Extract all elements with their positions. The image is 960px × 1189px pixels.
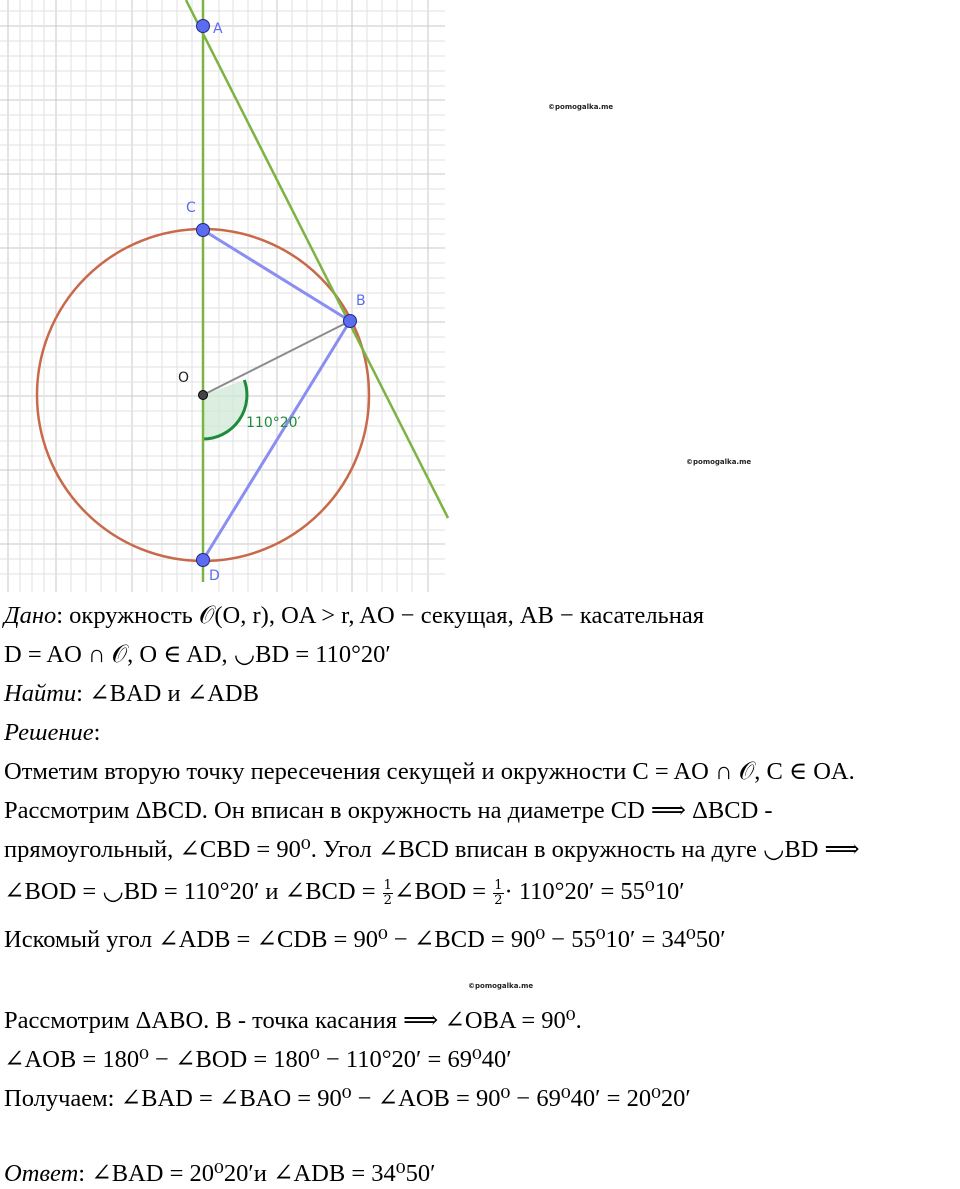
answer-label: Ответ [4, 1160, 79, 1187]
fraction-denominator: 2 [383, 892, 392, 908]
fraction [383, 879, 393, 908]
geometry-figure [0, 0, 450, 600]
angle-label: 110°20′ [246, 415, 301, 431]
solution-step-4 [4, 877, 685, 908]
solution-step-3 [4, 835, 860, 865]
fraction-denominator: 2 [494, 892, 503, 908]
find-line [4, 679, 259, 709]
label-b: B [356, 293, 366, 309]
solution-line [4, 718, 100, 748]
step-text: Получаем: ∠BAD = ∠BAO = 90⁰ − ∠AOB = 90⁰ − 69⁰40′ = 20⁰20′ [4, 1085, 691, 1112]
step-text: ∠BOD = ◡BD = 110°20′ и ∠BCD = [4, 878, 382, 905]
given-line [4, 601, 704, 631]
label-o: O [178, 370, 190, 386]
solution-step-8 [4, 1084, 691, 1114]
solution-colon: : [93, 719, 101, 746]
given-line-2 [4, 640, 391, 670]
answer-line [4, 1159, 435, 1189]
step-text: · 110°20′ = 55⁰10′ [504, 878, 685, 905]
angle-sector [203, 380, 247, 439]
grid [0, 0, 445, 592]
given-text: : окружность 𝒪(O, r), OA > r, AO − секущая, AB − касательная [56, 602, 704, 629]
step-text: Отметим вторую точку пересечения секущей и окружности C = AO ∩ 𝒪, C ∈ OA. [4, 758, 855, 785]
label-d: D [209, 568, 220, 584]
answer-text: : ∠BAD = 20⁰20′и ∠ADB = 34⁰50′ [78, 1160, 436, 1187]
point-b [344, 315, 357, 328]
step-text: Рассмотрим ΔABO. B - точка касания ⟹ ∠OBA = 90⁰. [4, 1007, 582, 1034]
given-text-2: D = AO ∩ 𝒪, O ∈ AD, ◡BD = 110°20′ [4, 641, 391, 668]
point-d [197, 554, 210, 567]
watermark: ©pomogalka.me [686, 458, 752, 466]
point-o [199, 391, 208, 400]
watermark: ©pomogalka.me [548, 103, 614, 111]
fraction-numerator: 1 [494, 877, 503, 893]
step-text: Искомый угол ∠ADB = ∠CDB = 90⁰ − ∠BCD = 90⁰ − 55⁰10′ = 34⁰50′ [4, 926, 726, 953]
point-c [197, 224, 210, 237]
fraction-numerator: 1 [383, 877, 392, 893]
label-a: A [213, 21, 223, 37]
watermark: ©pomogalka.me [468, 982, 534, 990]
step-text: ∠BOD = [393, 878, 493, 905]
solution-step-1 [4, 757, 855, 787]
solution-label: Решение [4, 719, 94, 746]
given-label: Дано [4, 602, 57, 629]
find-text: : ∠BAD и ∠ADB [76, 680, 259, 707]
point-a [197, 20, 210, 33]
fraction [493, 879, 503, 908]
step-text: прямоугольный, ∠CBD = 90⁰. Угол ∠BCD вписан в окружность на дуге ◡BD ⟹ [4, 836, 860, 863]
solution-step-7 [4, 1045, 512, 1075]
step-text: ∠AOB = 180⁰ − ∠BOD = 180⁰ − 110°20′ = 69⁰40′ [4, 1046, 512, 1073]
step-text: Рассмотрим ΔBCD. Он вписан в окружность на диаметре CD ⟹ ΔBCD - [4, 797, 773, 824]
solution-step-6 [4, 1006, 582, 1036]
solution-step-2 [4, 796, 773, 826]
solution-step-5 [4, 925, 726, 955]
tangent-line [186, 0, 448, 518]
label-c: C [186, 200, 196, 216]
find-label: Найти [4, 680, 77, 707]
